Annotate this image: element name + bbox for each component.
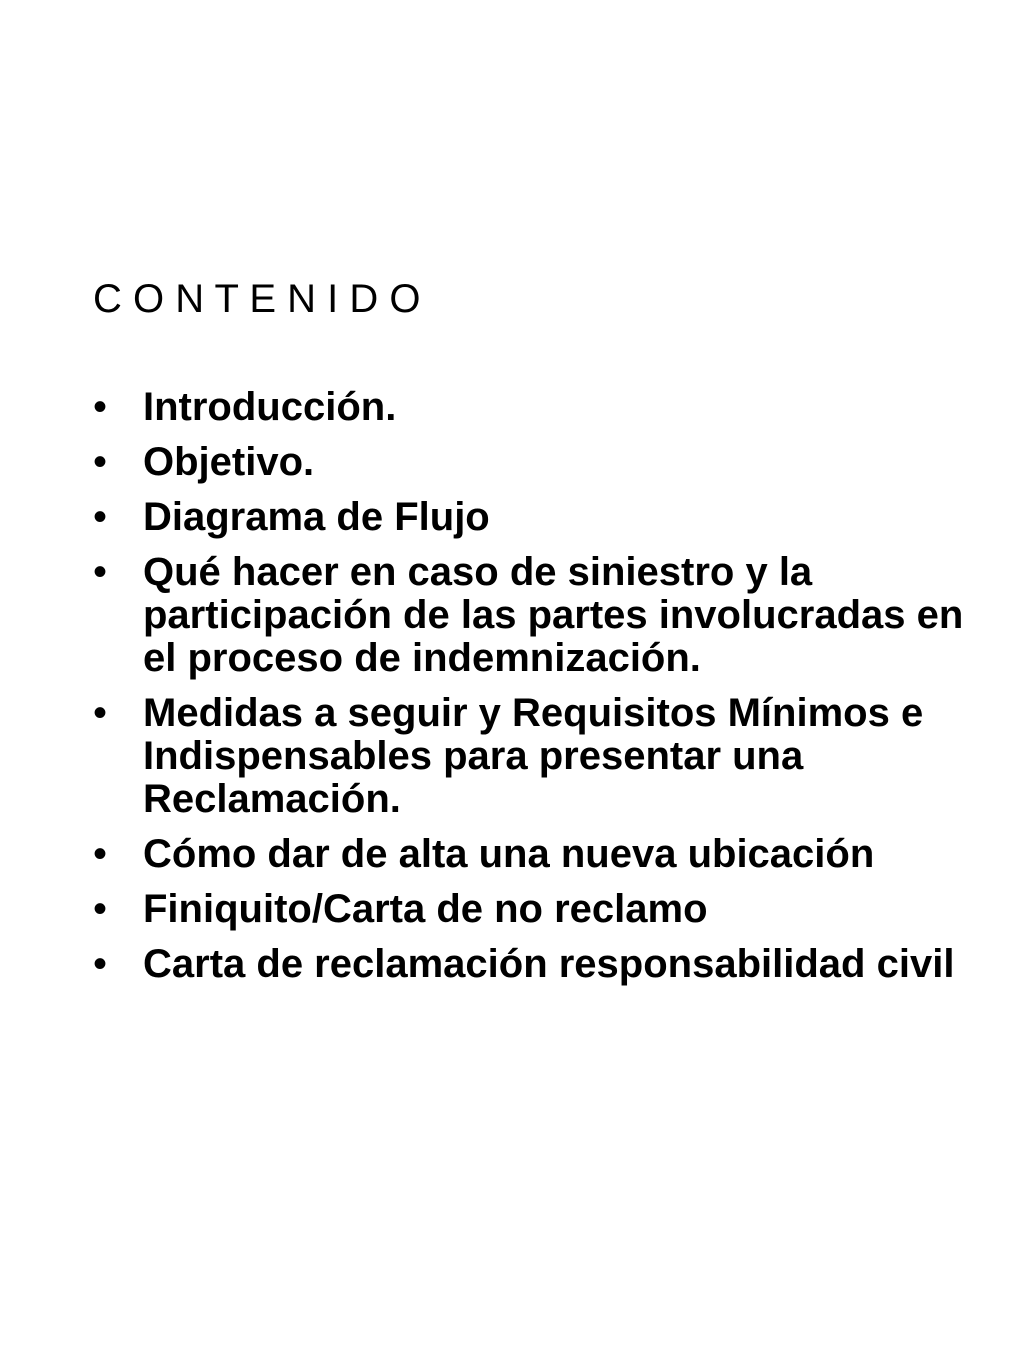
bullet-icon: • [93,550,108,594]
bullet-icon: • [93,691,108,735]
bullet-icon: • [93,942,108,986]
contents-item-text: Finiquito/Carta de no reclamo [143,887,708,931]
contents-item-carta-reclamacion [93,943,973,986]
contents-item-finiquito [93,888,973,931]
bullet-icon: • [93,495,108,539]
contents-item-text: Introducción. [143,385,397,429]
contents-item-text: Carta de reclamación responsabilidad civil [143,942,955,986]
bullet-icon: • [93,440,108,484]
contents-item-ubicacion [93,833,973,876]
contents-list [93,386,973,998]
contents-item-siniestro [93,551,973,680]
contents-item-text: Qué hacer en caso de siniestro y la participación de las partes involucradas en el proceso de indemnización. [143,550,964,680]
contents-item-medidas [93,692,973,821]
bullet-icon: • [93,385,108,429]
contents-item-text: Diagrama de Flujo [143,495,490,539]
contents-item-diagrama [93,496,973,539]
contents-item-text: Objetivo. [143,440,315,484]
contents-item-text: Cómo dar de alta una nueva ubicación [143,832,875,876]
contents-item-introduccion [93,386,973,429]
contents-item-text: Medidas a seguir y Requisitos Mínimos e Indispensables para presentar una Reclamación. [143,691,924,821]
contents-item-objetivo [93,441,973,484]
bullet-icon: • [93,887,108,931]
bullet-icon: • [93,832,108,876]
contents-title: C O N T E N I D O [93,277,421,321]
